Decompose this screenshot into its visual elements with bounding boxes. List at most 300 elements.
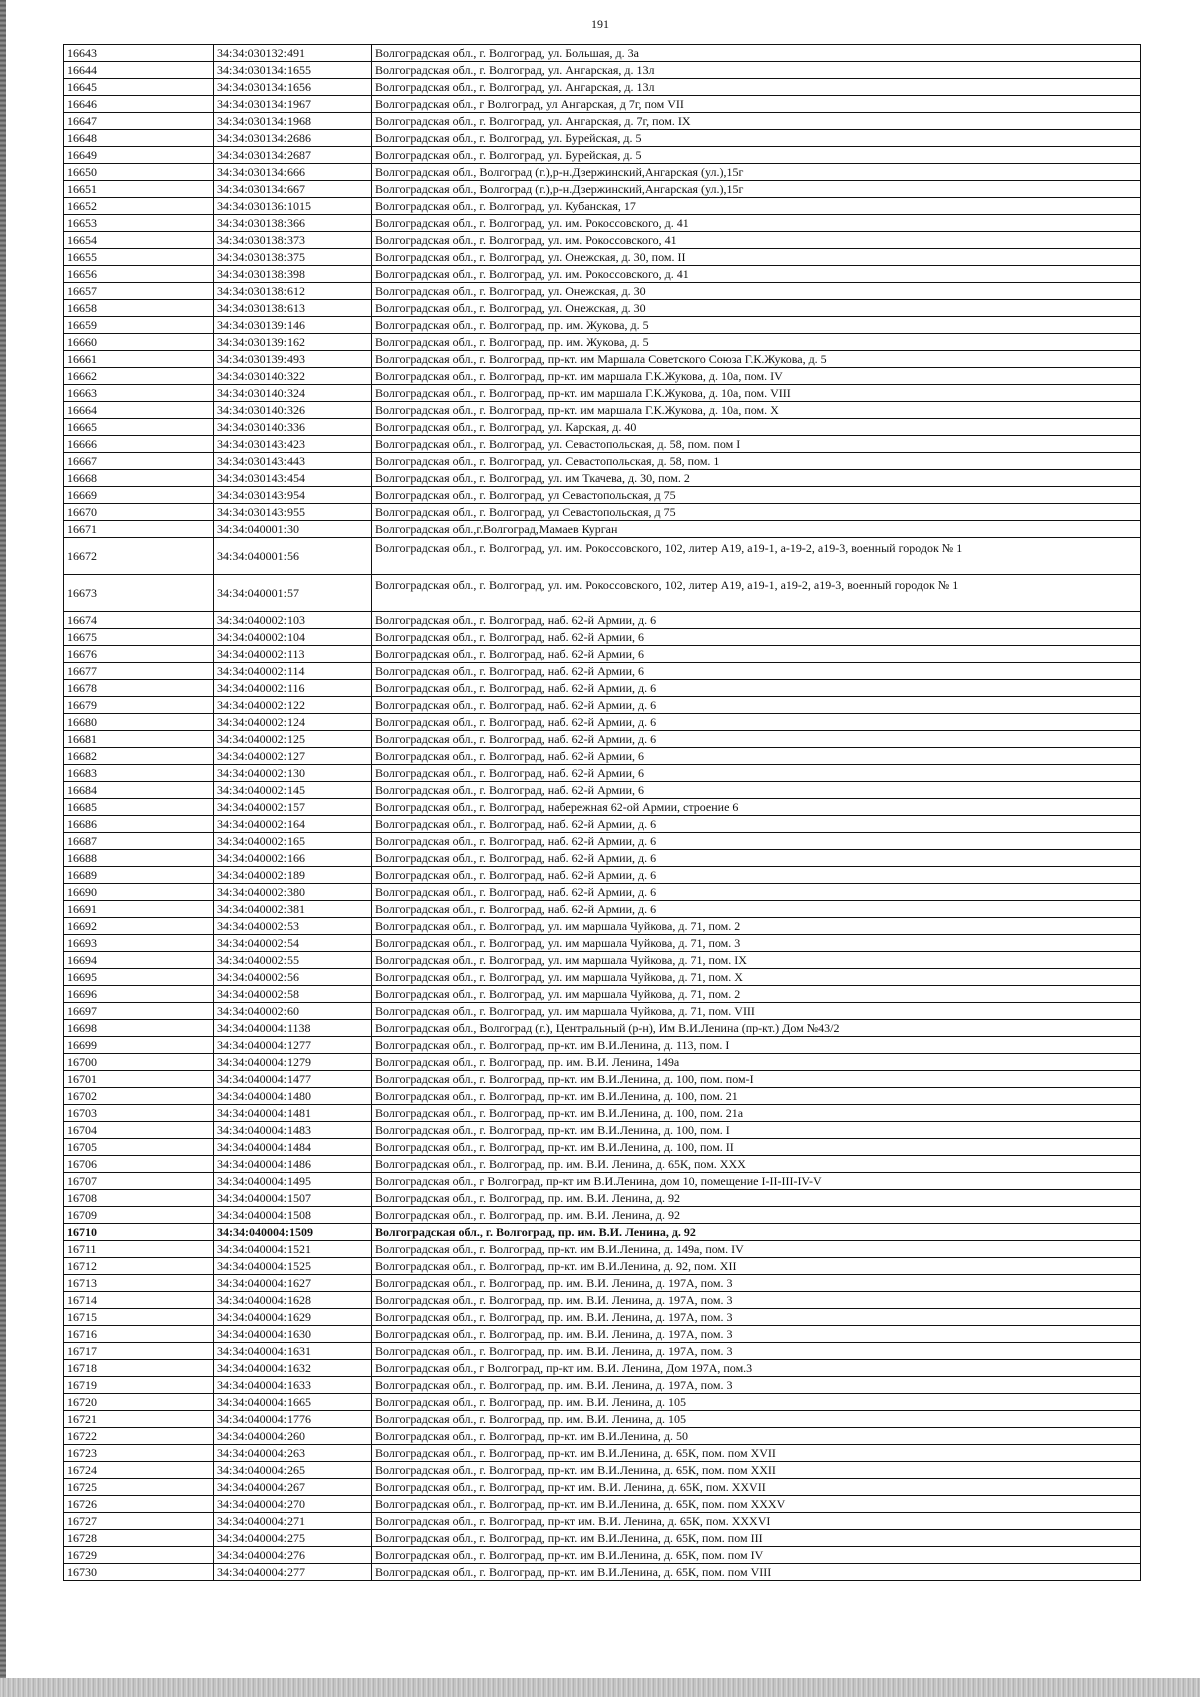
table-row: [64, 1020, 1141, 1037]
scan-edge-bottom: [0, 1678, 1200, 1697]
table-row: [64, 419, 1141, 436]
cadastral-number-cell: 34:34:040002:122: [214, 697, 372, 714]
table-row: [64, 283, 1141, 300]
cadastral-number-cell: 34:34:030138:613: [214, 300, 372, 317]
cadastral-number-cell: 34:34:040004:1633: [214, 1377, 372, 1394]
row-number-cell: 16649: [64, 147, 214, 164]
table-row: [64, 1462, 1141, 1479]
address-cell: Волгоградская обл., г. Волгоград, ул. Севастопольская, д. 58, пом. пом I: [372, 436, 1141, 453]
address-cell: Волгоградская обл., г. Волгоград, пр. им. В.И. Ленина, д. 197А, пом. 3: [372, 1309, 1141, 1326]
table-row: [64, 45, 1141, 62]
table-row: [64, 317, 1141, 334]
row-number-cell: 16716: [64, 1326, 214, 1343]
table-row: [64, 453, 1141, 470]
row-number-cell: 16681: [64, 731, 214, 748]
table-row: [64, 1258, 1141, 1275]
table-row: [64, 1037, 1141, 1054]
table-row: [64, 680, 1141, 697]
row-number-cell: 16712: [64, 1258, 214, 1275]
cadastral-number-cell: 34:34:030134:666: [214, 164, 372, 181]
table-row: [64, 385, 1141, 402]
row-number-cell: 16700: [64, 1054, 214, 1071]
table-row: [64, 1309, 1141, 1326]
address-cell: Волгоградская обл., г. Волгоград, ул. Онежская, д. 30: [372, 300, 1141, 317]
table-row: [64, 765, 1141, 782]
cadastral-number-cell: 34:34:040002:125: [214, 731, 372, 748]
table-row: [64, 351, 1141, 368]
address-cell: Волгоградская обл., г. Волгоград, пр. им. В.И. Ленина, д. 92: [372, 1224, 1141, 1241]
cadastral-number-cell: 34:34:040002:60: [214, 1003, 372, 1020]
cadastral-number-cell: 34:34:040002:116: [214, 680, 372, 697]
table-row: [64, 1377, 1141, 1394]
row-number-cell: 16669: [64, 487, 214, 504]
cadastral-number-cell: 34:34:040004:1480: [214, 1088, 372, 1105]
address-cell: Волгоградская обл., Волгоград (г.),р-н.Дзержинский,Ангарская (ул.),15г: [372, 164, 1141, 181]
row-number-cell: 16707: [64, 1173, 214, 1190]
row-number-cell: 16698: [64, 1020, 214, 1037]
table-row: [64, 1190, 1141, 1207]
cadastral-number-cell: 34:34:040002:165: [214, 833, 372, 850]
address-cell: Волгоградская обл., г. Волгоград, наб. 62-й Армии, д. 6: [372, 714, 1141, 731]
cadastral-number-cell: 34:34:040001:30: [214, 521, 372, 538]
row-number-cell: 16722: [64, 1428, 214, 1445]
table-row: [64, 986, 1141, 1003]
table-row: [64, 1360, 1141, 1377]
cadastral-number-cell: 34:34:040004:275: [214, 1530, 372, 1547]
cadastral-number-cell: 34:34:040004:1495: [214, 1173, 372, 1190]
address-cell: Волгоградская обл., г. Волгоград, пр-кт. им В.И.Ленина, д. 65К, пом. пом XXII: [372, 1462, 1141, 1479]
row-number-cell: 16704: [64, 1122, 214, 1139]
table-row: [64, 521, 1141, 538]
cadastral-number-cell: 34:34:040001:57: [214, 575, 372, 612]
cadastral-number-cell: 34:34:040004:1631: [214, 1343, 372, 1360]
cadastral-number-cell: 34:34:040004:1521: [214, 1241, 372, 1258]
address-cell: Волгоградская обл., г. Волгоград, наб. 62-й Армии, 6: [372, 765, 1141, 782]
cadastral-number-cell: 34:34:030139:493: [214, 351, 372, 368]
row-number-cell: 16682: [64, 748, 214, 765]
address-cell: Волгоградская обл., г. Волгоград, пр. им. В.И. Ленина, д. 197А, пом. 3: [372, 1275, 1141, 1292]
row-number-cell: 16696: [64, 986, 214, 1003]
address-cell: Волгоградская обл., г. Волгоград, пр-кт. им В.И.Ленина, д. 65К, пом. пом III: [372, 1530, 1141, 1547]
table-row: [64, 1496, 1141, 1513]
table-row: [64, 334, 1141, 351]
cadastral-number-cell: 34:34:040004:1484: [214, 1139, 372, 1156]
cadastral-number-cell: 34:34:030143:423: [214, 436, 372, 453]
cadastral-number-cell: 34:34:040004:1508: [214, 1207, 372, 1224]
table-row: [64, 714, 1141, 731]
row-number-cell: 16709: [64, 1207, 214, 1224]
row-number-cell: 16679: [64, 697, 214, 714]
address-cell: Волгоградская обл., г. Волгоград, ул. им. Рокоссовского, 102, литер А19, а19-1, а19-2, а19-3, военный городок № 1: [372, 575, 1141, 612]
cadastral-number-cell: 34:34:040004:1477: [214, 1071, 372, 1088]
cadastral-number-cell: 34:34:040002:166: [214, 850, 372, 867]
cadastral-number-cell: 34:34:030134:2687: [214, 147, 372, 164]
address-cell: Волгоградская обл., г. Волгоград, пр-кт. им маршала Г.К.Жукова, д. 10а, пом. VIII: [372, 385, 1141, 402]
row-number-cell: 16667: [64, 453, 214, 470]
cadastral-number-cell: 34:34:030134:1655: [214, 62, 372, 79]
address-cell: Волгоградская обл., г. Волгоград, наб. 62-й Армии, д. 6: [372, 697, 1141, 714]
address-cell: Волгоградская обл., г. Волгоград, ул. им. Рокоссовского, д. 41: [372, 215, 1141, 232]
row-number-cell: 16691: [64, 901, 214, 918]
cadastral-number-cell: 34:34:030134:1968: [214, 113, 372, 130]
address-cell: Волгоградская обл., г. Волгоград, пр-кт. им В.И.Ленина, д. 100, пом. пом-I: [372, 1071, 1141, 1088]
table-row: [64, 646, 1141, 663]
table-row: [64, 1156, 1141, 1173]
row-number-cell: 16692: [64, 918, 214, 935]
cadastral-number-cell: 34:34:030136:1015: [214, 198, 372, 215]
table-row: [64, 935, 1141, 952]
address-cell: Волгоградская обл., г. Волгоград, пр-кт. им В.И.Ленина, д. 149а, пом. IV: [372, 1241, 1141, 1258]
row-number-cell: 16675: [64, 629, 214, 646]
cadastral-number-cell: 34:34:040004:1630: [214, 1326, 372, 1343]
table-row: [64, 782, 1141, 799]
cadastral-number-cell: 34:34:040001:56: [214, 538, 372, 575]
address-cell: Волгоградская обл., г. Волгоград, пр-кт. им В.И.Ленина, д. 100, пом. II: [372, 1139, 1141, 1156]
cadastral-number-cell: 34:34:030138:373: [214, 232, 372, 249]
row-number-cell: 16677: [64, 663, 214, 680]
cadastral-number-cell: 34:34:030143:955: [214, 504, 372, 521]
row-number-cell: 16689: [64, 867, 214, 884]
row-number-cell: 16721: [64, 1411, 214, 1428]
address-cell: Волгоградская обл., г Волгоград, пр-кт им В.И.Ленина, дом 10, помещение I-II-III-IV-V: [372, 1173, 1141, 1190]
row-number-cell: 16683: [64, 765, 214, 782]
row-number-cell: 16652: [64, 198, 214, 215]
address-cell: Волгоградская обл., г. Волгоград, пр-кт. им В.И.Ленина, д. 50: [372, 1428, 1141, 1445]
address-cell: Волгоградская обл., Волгоград (г.), Центральный (р-н), Им В.И.Ленина (пр-кт.) Дом №43/2: [372, 1020, 1141, 1037]
table-row: [64, 1564, 1141, 1581]
address-cell: Волгоградская обл., г. Волгоград, ул. Ангарская, д. 13л: [372, 79, 1141, 96]
table-row: [64, 748, 1141, 765]
cadastral-number-cell: 34:34:030143:454: [214, 470, 372, 487]
address-cell: Волгоградская обл., г. Волгоград, пр-кт. им маршала Г.К.Жукова, д. 10а, пом. X: [372, 402, 1141, 419]
table-row: [64, 1241, 1141, 1258]
cadastral-number-cell: 34:34:040004:1486: [214, 1156, 372, 1173]
address-cell: Волгоградская обл., г. Волгоград, пр-кт. им В.И.Ленина, д. 65К, пом. пом XVII: [372, 1445, 1141, 1462]
address-cell: Волгоградская обл., г. Волгоград, ул. им маршала Чуйкова, д. 71, пом. 2: [372, 918, 1141, 935]
table-row: [64, 470, 1141, 487]
table-row: [64, 799, 1141, 816]
address-cell: Волгоградская обл., г. Волгоград, ул. Ангарская, д. 7г, пом. IX: [372, 113, 1141, 130]
table-row: [64, 130, 1141, 147]
table-row: [64, 436, 1141, 453]
row-number-cell: 16720: [64, 1394, 214, 1411]
row-number-cell: 16727: [64, 1513, 214, 1530]
cadastral-number-cell: 34:34:040002:381: [214, 901, 372, 918]
address-cell: Волгоградская обл., г. Волгоград, наб. 62-й Армии, д. 6: [372, 680, 1141, 697]
address-cell: Волгоградская обл., г. Волгоград, ул Севастопольская, д 75: [372, 487, 1141, 504]
row-number-cell: 16676: [64, 646, 214, 663]
address-cell: Волгоградская обл., г. Волгоград, пр-кт им. В.И. Ленина, д. 65К, пом. XXVII: [372, 1479, 1141, 1496]
address-cell: Волгоградская обл., г. Волгоград, пр. им. В.И. Ленина, д. 197А, пом. 3: [372, 1326, 1141, 1343]
address-cell: Волгоградская обл., г. Волгоград, наб. 62-й Армии, д. 6: [372, 833, 1141, 850]
cadastral-number-cell: 34:34:040002:54: [214, 935, 372, 952]
cadastral-number-cell: 34:34:040004:1509: [214, 1224, 372, 1241]
row-number-cell: 16697: [64, 1003, 214, 1020]
address-cell: Волгоградская обл., г Волгоград, пр-кт им. В.И. Ленина, Дом 197А, пом.3: [372, 1360, 1141, 1377]
cadastral-number-cell: 34:34:040002:189: [214, 867, 372, 884]
cadastral-number-cell: 34:34:030140:336: [214, 419, 372, 436]
cadastral-number-cell: 34:34:040004:271: [214, 1513, 372, 1530]
address-cell: Волгоградская обл., г. Волгоград, пр-кт. им В.И.Ленина, д. 100, пом. 21: [372, 1088, 1141, 1105]
table-row: [64, 215, 1141, 232]
row-number-cell: 16668: [64, 470, 214, 487]
table-row: [64, 487, 1141, 504]
address-cell: Волгоградская обл., г. Волгоград, ул. Бурейская, д. 5: [372, 147, 1141, 164]
row-number-cell: 16713: [64, 1275, 214, 1292]
table-row: [64, 1445, 1141, 1462]
address-cell: Волгоградская обл., Волгоград (г.),р-н.Дзержинский,Ангарская (ул.),15г: [372, 181, 1141, 198]
table-row: [64, 1292, 1141, 1309]
row-number-cell: 16699: [64, 1037, 214, 1054]
table-row: [64, 113, 1141, 130]
table-row: [64, 575, 1141, 612]
table-row: [64, 402, 1141, 419]
table-row: [64, 1275, 1141, 1292]
cadastral-number-cell: 34:34:030139:146: [214, 317, 372, 334]
cadastral-number-cell: 34:34:030138:366: [214, 215, 372, 232]
row-number-cell: 16711: [64, 1241, 214, 1258]
cadastral-number-cell: 34:34:040004:277: [214, 1564, 372, 1581]
row-number-cell: 16674: [64, 612, 214, 629]
address-cell: Волгоградская обл., г. Волгоград, пр. им. В.И. Ленина, д. 105: [372, 1394, 1141, 1411]
row-number-cell: 16730: [64, 1564, 214, 1581]
row-number-cell: 16726: [64, 1496, 214, 1513]
address-cell: Волгоградская обл., г. Волгоград, ул. им маршала Чуйкова, д. 71, пом. 2: [372, 986, 1141, 1003]
table-row: [64, 368, 1141, 385]
row-number-cell: 16729: [64, 1547, 214, 1564]
address-cell: Волгоградская обл., г. Волгоград, пр. им. В.И. Ленина, д. 197А, пом. 3: [372, 1292, 1141, 1309]
address-cell: Волгоградская обл., г. Волгоград, пр. им. В.И. Ленина, д. 92: [372, 1190, 1141, 1207]
address-cell: Волгоградская обл., г. Волгоград, наб. 62-й Армии, д. 6: [372, 884, 1141, 901]
row-number-cell: 16671: [64, 521, 214, 538]
registry-table: [63, 44, 1141, 1581]
address-cell: Волгоградская обл., г. Волгоград, наб. 62-й Армии, 6: [372, 663, 1141, 680]
table-row: [64, 198, 1141, 215]
address-cell: Волгоградская обл., г. Волгоград, пр. им. Жукова, д. 5: [372, 334, 1141, 351]
address-cell: Волгоградская обл., г. Волгоград, ул. Севастопольская, д. 58, пом. 1: [372, 453, 1141, 470]
row-number-cell: 16672: [64, 538, 214, 575]
row-number-cell: 16654: [64, 232, 214, 249]
row-number-cell: 16658: [64, 300, 214, 317]
table-row: [64, 731, 1141, 748]
table-row: [64, 147, 1141, 164]
address-cell: Волгоградская обл.,г.Волгоград,Мамаев Курган: [372, 521, 1141, 538]
address-cell: Волгоградская обл., г. Волгоград, пр-кт. им В.И.Ленина, д. 65К, пом. пом IV: [372, 1547, 1141, 1564]
row-number-cell: 16645: [64, 79, 214, 96]
table-row: [64, 1428, 1141, 1445]
address-cell: Волгоградская обл., г. Волгоград, ул. им. Рокоссовского, 102, литер А19, а19-1, а-19-2, а19-3, военный городок № 1: [372, 538, 1141, 575]
cadastral-number-cell: 34:34:030140:322: [214, 368, 372, 385]
cadastral-number-cell: 34:34:030134:2686: [214, 130, 372, 147]
address-cell: Волгоградская обл., г. Волгоград, пр-кт. им В.И.Ленина, д. 92, пом. XII: [372, 1258, 1141, 1275]
table-row: [64, 1139, 1141, 1156]
row-number-cell: 16705: [64, 1139, 214, 1156]
table-row: [64, 1173, 1141, 1190]
table-row: [64, 1513, 1141, 1530]
address-cell: Волгоградская обл., г. Волгоград, пр-кт. им В.И.Ленина, д. 100, пом. 21а: [372, 1105, 1141, 1122]
cadastral-number-cell: 34:34:030143:954: [214, 487, 372, 504]
table-row: [64, 96, 1141, 113]
address-cell: Волгоградская обл., г. Волгоград, пр-кт им. В.И. Ленина, д. 65К, пом. XXXVI: [372, 1513, 1141, 1530]
cadastral-number-cell: 34:34:040002:58: [214, 986, 372, 1003]
row-number-cell: 16702: [64, 1088, 214, 1105]
cadastral-number-cell: 34:34:040004:276: [214, 1547, 372, 1564]
table-row: [64, 504, 1141, 521]
row-number-cell: 16718: [64, 1360, 214, 1377]
table-row: [64, 612, 1141, 629]
cadastral-number-cell: 34:34:040004:1507: [214, 1190, 372, 1207]
row-number-cell: 16647: [64, 113, 214, 130]
address-cell: Волгоградская обл., г. Волгоград, пр-кт. им В.И.Ленина, д. 65К, пом. пом XXXV: [372, 1496, 1141, 1513]
row-number-cell: 16719: [64, 1377, 214, 1394]
row-number-cell: 16659: [64, 317, 214, 334]
address-cell: Волгоградская обл., г. Волгоград, ул. Ангарская, д. 13л: [372, 62, 1141, 79]
row-number-cell: 16661: [64, 351, 214, 368]
row-number-cell: 16724: [64, 1462, 214, 1479]
cadastral-number-cell: 34:34:040002:114: [214, 663, 372, 680]
row-number-cell: 16666: [64, 436, 214, 453]
cadastral-number-cell: 34:34:040002:56: [214, 969, 372, 986]
cadastral-number-cell: 34:34:040004:270: [214, 1496, 372, 1513]
cadastral-number-cell: 34:34:040004:1277: [214, 1037, 372, 1054]
address-cell: Волгоградская обл., г. Волгоград, наб. 62-й Армии, д. 6: [372, 867, 1141, 884]
row-number-cell: 16646: [64, 96, 214, 113]
scan-edge-left: [0, 0, 6, 1697]
address-cell: Волгоградская обл., г. Волгоград, пр-кт. им В.И.Ленина, д. 113, пом. I: [372, 1037, 1141, 1054]
table-row: [64, 1343, 1141, 1360]
address-cell: Волгоградская обл., г. Волгоград, ул. им маршала Чуйкова, д. 71, пом. X: [372, 969, 1141, 986]
cadastral-number-cell: 34:34:030139:162: [214, 334, 372, 351]
cadastral-number-cell: 34:34:040002:145: [214, 782, 372, 799]
row-number-cell: 16728: [64, 1530, 214, 1547]
cadastral-number-cell: 34:34:040004:1632: [214, 1360, 372, 1377]
cadastral-number-cell: 34:34:040002:53: [214, 918, 372, 935]
row-number-cell: 16655: [64, 249, 214, 266]
row-number-cell: 16708: [64, 1190, 214, 1207]
address-cell: Волгоградская обл., г. Волгоград, наб. 62-й Армии, д. 6: [372, 731, 1141, 748]
address-cell: Волгоградская обл., г. Волгоград, ул. им маршала Чуйкова, д. 71, пом. IX: [372, 952, 1141, 969]
address-cell: Волгоградская обл., г. Волгоград, ул. им Ткачева, д. 30, пом. 2: [372, 470, 1141, 487]
table-row: [64, 952, 1141, 969]
row-number-cell: 16703: [64, 1105, 214, 1122]
table-row: [64, 663, 1141, 680]
page-number: 191: [591, 17, 609, 31]
address-cell: Волгоградская обл., г. Волгоград, пр-кт. им В.И.Ленина, д. 65К, пом. пом VIII: [372, 1564, 1141, 1581]
row-number-cell: 16693: [64, 935, 214, 952]
row-number-cell: 16706: [64, 1156, 214, 1173]
address-cell: Волгоградская обл., г. Волгоград, ул. им. Рокоссовского, 41: [372, 232, 1141, 249]
row-number-cell: 16651: [64, 181, 214, 198]
table-row: [64, 1207, 1141, 1224]
table-row: [64, 181, 1141, 198]
cadastral-number-cell: 34:34:040002:103: [214, 612, 372, 629]
row-number-cell: 16680: [64, 714, 214, 731]
registry-table-body: [64, 45, 1141, 1581]
row-number-cell: 16690: [64, 884, 214, 901]
row-number-cell: 16644: [64, 62, 214, 79]
address-cell: Волгоградская обл., г. Волгоград, ул. Большая, д. 3а: [372, 45, 1141, 62]
table-row: [64, 969, 1141, 986]
cadastral-number-cell: 34:34:030134:1967: [214, 96, 372, 113]
address-cell: Волгоградская обл., г. Волгоград, ул. Бурейская, д. 5: [372, 130, 1141, 147]
cadastral-number-cell: 34:34:030134:1656: [214, 79, 372, 96]
row-number-cell: 16663: [64, 385, 214, 402]
table-row: [64, 1547, 1141, 1564]
cadastral-number-cell: 34:34:040004:265: [214, 1462, 372, 1479]
address-cell: Волгоградская обл., г. Волгоград, пр. им. В.И. Ленина, д. 92: [372, 1207, 1141, 1224]
address-cell: Волгоградская обл., г. Волгоград, пр-кт. им В.И.Ленина, д. 100, пом. I: [372, 1122, 1141, 1139]
row-number-cell: 16657: [64, 283, 214, 300]
row-number-cell: 16685: [64, 799, 214, 816]
address-cell: Волгоградская обл., г. Волгоград, пр. им. В.И. Ленина, 149а: [372, 1054, 1141, 1071]
table-row: [64, 62, 1141, 79]
cadastral-number-cell: 34:34:040002:157: [214, 799, 372, 816]
table-row: [64, 79, 1141, 96]
cadastral-number-cell: 34:34:040002:130: [214, 765, 372, 782]
table-row: [64, 816, 1141, 833]
row-number-cell: 16665: [64, 419, 214, 436]
cadastral-number-cell: 34:34:030138:375: [214, 249, 372, 266]
row-number-cell: 16694: [64, 952, 214, 969]
table-row: [64, 1088, 1141, 1105]
cadastral-number-cell: 34:34:040002:113: [214, 646, 372, 663]
cadastral-number-cell: 34:34:040002:164: [214, 816, 372, 833]
row-number-cell: 16670: [64, 504, 214, 521]
address-cell: Волгоградская обл., г. Волгоград, ул. им маршала Чуйкова, д. 71, пом. 3: [372, 935, 1141, 952]
address-cell: Волгоградская обл., г. Волгоград, пр-кт. им маршала Г.К.Жукова, д. 10а, пом. IV: [372, 368, 1141, 385]
table-row: [64, 884, 1141, 901]
address-cell: Волгоградская обл., г. Волгоград, наб. 62-й Армии, 6: [372, 629, 1141, 646]
cadastral-number-cell: 34:34:040002:127: [214, 748, 372, 765]
cadastral-number-cell: 34:34:030134:667: [214, 181, 372, 198]
table-row: [64, 1071, 1141, 1088]
address-cell: Волгоградская обл., г. Волгоград, ул. Онежская, д. 30: [372, 283, 1141, 300]
cadastral-number-cell: 34:34:040004:1665: [214, 1394, 372, 1411]
address-cell: Волгоградская обл., г. Волгоград, ул. Карская, д. 40: [372, 419, 1141, 436]
row-number-cell: 16710: [64, 1224, 214, 1241]
row-number-cell: 16678: [64, 680, 214, 697]
address-cell: Волгоградская обл., г. Волгоград, ул. им. Рокоссовского, д. 41: [372, 266, 1141, 283]
cadastral-number-cell: 34:34:040002:124: [214, 714, 372, 731]
table-row: [64, 901, 1141, 918]
table-row: [64, 1530, 1141, 1547]
cadastral-number-cell: 34:34:040004:267: [214, 1479, 372, 1496]
table-row: [64, 1224, 1141, 1241]
address-cell: Волгоградская обл., г. Волгоград, ул. Кубанская, 17: [372, 198, 1141, 215]
table-row: [64, 1105, 1141, 1122]
row-number-cell: 16717: [64, 1343, 214, 1360]
row-number-cell: 16688: [64, 850, 214, 867]
address-cell: Волгоградская обл., г. Волгоград, наб. 62-й Армии, д. 6: [372, 612, 1141, 629]
address-cell: Волгоградская обл., г. Волгоград, ул Севастопольская, д 75: [372, 504, 1141, 521]
cadastral-number-cell: 34:34:040004:1483: [214, 1122, 372, 1139]
row-number-cell: 16684: [64, 782, 214, 799]
table-row: [64, 697, 1141, 714]
row-number-cell: 16714: [64, 1292, 214, 1309]
cadastral-number-cell: 34:34:040002:104: [214, 629, 372, 646]
row-number-cell: 16650: [64, 164, 214, 181]
cadastral-number-cell: 34:34:040004:1525: [214, 1258, 372, 1275]
row-number-cell: 16695: [64, 969, 214, 986]
row-number-cell: 16643: [64, 45, 214, 62]
row-number-cell: 16715: [64, 1309, 214, 1326]
table-row: [64, 1411, 1141, 1428]
row-number-cell: 16656: [64, 266, 214, 283]
cadastral-number-cell: 34:34:030143:443: [214, 453, 372, 470]
address-cell: Волгоградская обл., г. Волгоград, наб. 62-й Армии, д. 6: [372, 816, 1141, 833]
table-row: [64, 867, 1141, 884]
row-number-cell: 16653: [64, 215, 214, 232]
